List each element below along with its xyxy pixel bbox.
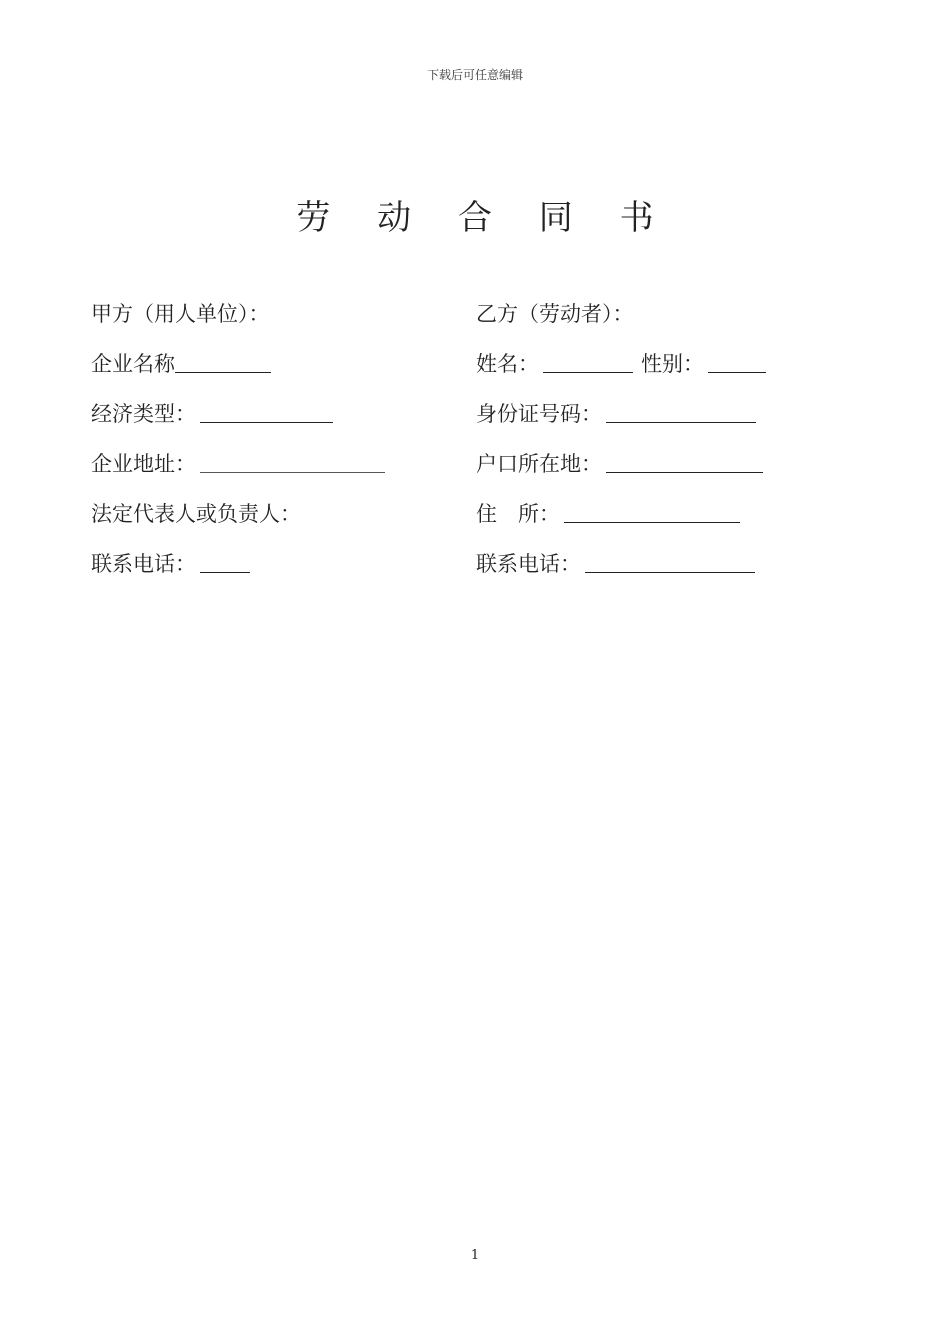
party-b-heading: 乙方（劳动者）： [476, 302, 634, 326]
party-b-section [476, 296, 766, 596]
party-b-phone-label: 联系电话： [476, 552, 581, 576]
id-number-row [476, 396, 766, 446]
document-title: 劳 动 合 同 书 [296, 198, 672, 238]
gender-label: 性别： [641, 352, 704, 376]
party-a-phone-label: 联系电话： [91, 552, 196, 576]
company-address-label: 企业地址： [91, 452, 196, 476]
residence-label: 住 所： [476, 502, 560, 526]
header-note: 下载后可任意编辑 [426, 68, 523, 82]
legal-rep-label: 法定代表人或负责人： [91, 502, 301, 526]
company-address-row [91, 446, 385, 496]
id-number-blank[interactable] [606, 396, 756, 423]
id-number-label: 身份证号码： [476, 402, 602, 426]
economic-type-blank[interactable] [200, 396, 333, 423]
hukou-blank[interactable] [606, 446, 763, 473]
company-address-blank[interactable] [200, 446, 385, 473]
name-label: 姓名： [476, 352, 539, 376]
party-a-heading: 甲方（用人单位）： [91, 302, 270, 326]
residence-blank[interactable] [564, 496, 740, 523]
party-a-heading-row [91, 296, 385, 346]
legal-rep-row [91, 496, 385, 546]
party-b-heading-row [476, 296, 766, 346]
economic-type-label: 经济类型： [91, 402, 196, 426]
party-a-section [91, 296, 385, 596]
party-a-phone-blank[interactable] [200, 546, 250, 573]
page-number: 1 [470, 1248, 480, 1263]
hukou-row [476, 446, 766, 496]
residence-row [476, 496, 766, 546]
hukou-label: 户口所在地： [476, 452, 602, 476]
company-name-row [91, 346, 385, 396]
name-gender-row [476, 346, 766, 396]
company-name-label: 企业名称 [91, 352, 175, 376]
name-blank[interactable] [543, 346, 633, 373]
party-b-phone-row [476, 546, 766, 596]
gender-blank[interactable] [708, 346, 766, 373]
economic-type-row [91, 396, 385, 446]
party-a-phone-row [91, 546, 385, 596]
party-b-phone-blank[interactable] [585, 546, 755, 573]
company-name-blank[interactable] [175, 346, 271, 373]
